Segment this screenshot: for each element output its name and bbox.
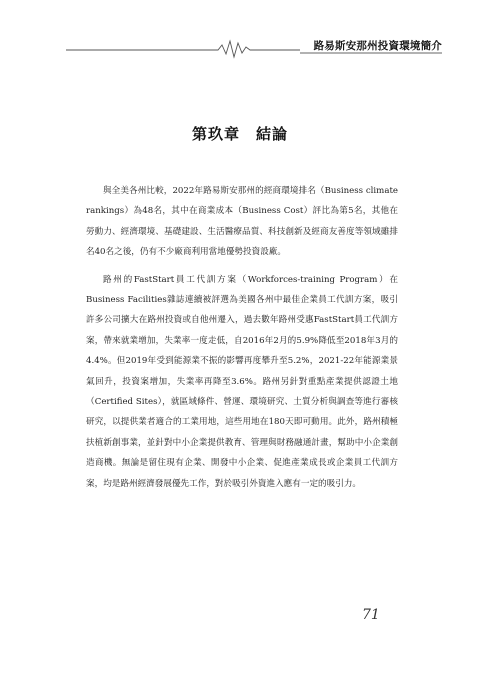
header-section-title: 路易斯安那州投資環境簡介	[313, 40, 442, 52]
chapter-heading	[0, 123, 480, 144]
paragraph: 與全美各州比較，2022年路易斯安那州的經商環境排名（Business climate rankings）為48名，其中在商業成本（Business Cost）評比為第5名，其他在勞動力、經濟環境、基礎建設、生活醫療品質、科技創新及經商友善度等領域雖排名40名之後，仍有不少廠商利用當地優勢投資設廠。	[86, 186, 398, 258]
running-header	[66, 36, 442, 60]
chapter-number: 第玖章	[191, 125, 240, 143]
paragraph: 路州的FastStart員工代訓方案（Workforces-training Program）在Business Facilities雜誌連續被評選為美國各州中最佳企業員工代訓方案，吸引許多公司擴大在路州投資或自他州遷入，過去數年路州受惠FastStart員工代訓方案，帶來就業增加，失業率一度走低，自2016年2月的5.9%降低至2018年3月的4.4%。但2019年受到能源業不振的影響再度攀升至5.2%，2021-22年能源業景氣回升，投資案增加，失業率再降至3.6%。路州另針對重點產業提供認證土地（Certified Sites），就區域條件、營運、環境研究、土質分析與調查等進行審核研究，以提供業者適合的工業用地，這些用地在180天即可動用。此外，路州積極扶植新創事業，並針對中小企業提供教育、管理與財務融通計畫，幫助中小企業創造商機。無論是留住現有企業、開發中小企業、促進產業成長或企業員工代訓方案，均是路州經濟發展優先工作，對於吸引外資進入應有一定的吸引力。	[86, 274, 398, 489]
body-text	[86, 181, 398, 501]
chapter-title: 結論	[256, 125, 289, 143]
page-number: 71	[362, 607, 380, 623]
